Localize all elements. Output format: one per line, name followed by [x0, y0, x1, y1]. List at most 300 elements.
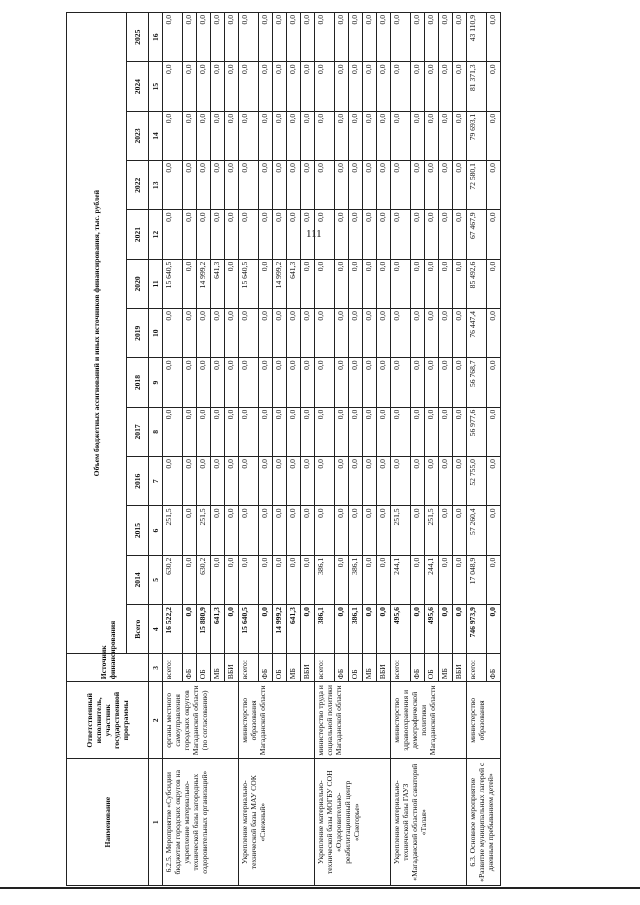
year-value: 630,2	[197, 555, 211, 604]
year-value: 0,0	[183, 161, 197, 210]
year-value: 0,0	[377, 111, 391, 160]
year-value: 0,0	[425, 259, 439, 308]
measure-name: 6.2.5. Мероприятие «Субсидии бюджетам городских округов на укрепление материально-технической базы загородных оздоровительных организаций»	[163, 759, 239, 886]
year-value: 0,0	[225, 358, 239, 407]
year-value: 0,0	[301, 309, 315, 358]
year-value: 79 693,1	[467, 111, 487, 160]
year-value: 72 580,1	[467, 161, 487, 210]
year-value: 641,3	[287, 259, 301, 308]
year-value: 0,0	[411, 506, 425, 555]
year-value: 15 640,5	[239, 259, 259, 308]
funding-source: ФБ	[259, 654, 273, 682]
year-value: 0,0	[335, 506, 349, 555]
year-value: 0,0	[487, 309, 501, 358]
year-value: 0,0	[425, 210, 439, 259]
year-value: 0,0	[239, 210, 259, 259]
header-year: Всего	[127, 605, 149, 654]
header-column-number: 12	[149, 210, 163, 259]
header-year: 2022	[127, 161, 149, 210]
year-value: 0,0	[211, 407, 225, 456]
year-value: 0,0	[487, 555, 501, 604]
year-value: 0,0	[363, 210, 377, 259]
year-value: 81 371,3	[467, 62, 487, 111]
year-value: 0,0	[335, 407, 349, 456]
year-value: 0,0	[197, 358, 211, 407]
year-value: 0,0	[239, 358, 259, 407]
year-value: 0,0	[163, 358, 183, 407]
year-value: 0,0	[335, 13, 349, 62]
year-value: 0,0	[487, 62, 501, 111]
year-value: 0,0	[225, 111, 239, 160]
year-value: 0,0	[183, 407, 197, 456]
year-value: 0,0	[211, 309, 225, 358]
year-value: 0,0	[453, 358, 467, 407]
year-value: 0,0	[273, 13, 287, 62]
year-value: 0,0	[349, 407, 363, 456]
year-value: 0,0	[259, 13, 273, 62]
header-year: 2015	[127, 506, 149, 555]
year-value: 0,0	[453, 457, 467, 506]
total-value: 15 640,5	[239, 605, 259, 654]
year-value: 0,0	[487, 407, 501, 456]
year-value: 0,0	[439, 13, 453, 62]
year-value: 0,0	[287, 358, 301, 407]
year-value: 0,0	[225, 13, 239, 62]
funding-source: ОБ	[197, 654, 211, 682]
year-value: 0,0	[411, 259, 425, 308]
year-value: 0,0	[287, 309, 301, 358]
year-value: 244,1	[425, 555, 439, 604]
year-value: 0,0	[287, 62, 301, 111]
rotated-table-sheet	[66, 12, 614, 886]
header-column-number: 13	[149, 161, 163, 210]
year-value: 0,0	[349, 210, 363, 259]
year-value: 0,0	[335, 259, 349, 308]
funding-source: ОБ	[425, 654, 439, 682]
year-value: 0,0	[411, 457, 425, 506]
year-value: 0,0	[391, 210, 411, 259]
year-value: 0,0	[349, 358, 363, 407]
year-value: 0,0	[439, 111, 453, 160]
year-value: 0,0	[273, 161, 287, 210]
year-value: 14 999,2	[273, 259, 287, 308]
year-value: 0,0	[239, 555, 259, 604]
year-value: 0,0	[349, 13, 363, 62]
year-value: 0,0	[183, 62, 197, 111]
year-value: 0,0	[363, 555, 377, 604]
year-value: 0,0	[315, 309, 335, 358]
measure-name: Укрепление материально-технической базы МОГБУ СОН «Оздоровительно-реабилитационный центр «Снегорье»	[315, 759, 391, 886]
year-value: 0,0	[363, 13, 377, 62]
funding-source: всего:	[239, 654, 259, 682]
year-value: 0,0	[439, 358, 453, 407]
total-value: 0,0	[183, 605, 197, 654]
total-value: 0,0	[487, 605, 501, 654]
year-value: 0,0	[363, 407, 377, 456]
year-value: 0,0	[391, 161, 411, 210]
table-row	[163, 13, 183, 886]
funding-source: ФБ	[183, 654, 197, 682]
year-value: 0,0	[411, 358, 425, 407]
year-value: 0,0	[225, 210, 239, 259]
year-value: 0,0	[163, 407, 183, 456]
year-value: 0,0	[335, 62, 349, 111]
year-value: 0,0	[287, 161, 301, 210]
year-value: 0,0	[239, 111, 259, 160]
header-column-number: 4	[149, 605, 163, 654]
year-value: 0,0	[377, 62, 391, 111]
year-value: 0,0	[287, 555, 301, 604]
year-value: 0,0	[197, 210, 211, 259]
year-value: 0,0	[391, 111, 411, 160]
year-value: 0,0	[259, 111, 273, 160]
year-value: 0,0	[163, 62, 183, 111]
year-value: 0,0	[163, 210, 183, 259]
header-year: 2014	[127, 555, 149, 604]
year-value: 0,0	[349, 506, 363, 555]
year-value: 0,0	[301, 62, 315, 111]
year-value: 0,0	[439, 210, 453, 259]
year-value: 0,0	[259, 62, 273, 111]
year-value: 0,0	[211, 161, 225, 210]
year-value: 0,0	[335, 111, 349, 160]
total-value: 14 999,2	[273, 605, 287, 654]
year-value: 0,0	[439, 309, 453, 358]
funding-source: ВБИ	[377, 654, 391, 682]
header-column-number: 11	[149, 259, 163, 308]
header-column-number: 5	[149, 555, 163, 604]
year-value: 251,5	[197, 506, 211, 555]
year-value: 0,0	[349, 111, 363, 160]
year-value: 57 260,4	[467, 506, 487, 555]
total-value: 0,0	[411, 605, 425, 654]
year-value: 251,5	[425, 506, 439, 555]
year-value: 0,0	[411, 210, 425, 259]
year-value: 0,0	[377, 259, 391, 308]
year-value: 0,0	[163, 13, 183, 62]
funding-source: МБ	[211, 654, 225, 682]
year-value: 0,0	[301, 111, 315, 160]
total-value: 495,6	[391, 605, 411, 654]
header-year: 2020	[127, 259, 149, 308]
year-value: 0,0	[411, 309, 425, 358]
year-value: 0,0	[239, 62, 259, 111]
year-value: 0,0	[487, 13, 501, 62]
year-value: 0,0	[487, 210, 501, 259]
header-column-number: 14	[149, 111, 163, 160]
year-value: 0,0	[315, 259, 335, 308]
year-value: 0,0	[453, 555, 467, 604]
year-value: 56 977,6	[467, 407, 487, 456]
funding-source: ФБ	[335, 654, 349, 682]
table-row	[467, 13, 487, 886]
header-year: 2023	[127, 111, 149, 160]
year-value: 0,0	[197, 111, 211, 160]
year-value: 0,0	[391, 62, 411, 111]
total-value: 15 880,9	[197, 605, 211, 654]
year-value: 0,0	[239, 309, 259, 358]
year-value: 0,0	[197, 407, 211, 456]
total-value: 0,0	[225, 605, 239, 654]
funding-source: МБ	[363, 654, 377, 682]
header-year: 2019	[127, 309, 149, 358]
year-value: 0,0	[453, 407, 467, 456]
year-value: 0,0	[425, 407, 439, 456]
year-value: 0,0	[287, 210, 301, 259]
year-value: 0,0	[363, 161, 377, 210]
year-value: 0,0	[453, 210, 467, 259]
year-value: 0,0	[273, 111, 287, 160]
total-value: 386,1	[315, 605, 335, 654]
year-value: 85 492,6	[467, 259, 487, 308]
header-name: Наименование	[67, 759, 149, 886]
year-value: 0,0	[377, 210, 391, 259]
year-value: 0,0	[225, 555, 239, 604]
year-value: 0,0	[163, 111, 183, 160]
header-column-number: 8	[149, 407, 163, 456]
funding-source: ФБ	[411, 654, 425, 682]
total-value: 0,0	[259, 605, 273, 654]
total-value: 641,3	[211, 605, 225, 654]
year-value: 0,0	[301, 161, 315, 210]
year-value: 244,1	[391, 555, 411, 604]
responsible-executor: органы местного самоуправления городских округов Магаданской области (по согласованию)	[163, 682, 239, 759]
year-value: 0,0	[411, 555, 425, 604]
total-value: 0,0	[453, 605, 467, 654]
total-value: 0,0	[439, 605, 453, 654]
year-value: 0,0	[439, 259, 453, 308]
year-value: 0,0	[259, 259, 273, 308]
year-value: 0,0	[425, 309, 439, 358]
funding-source: ВБИ	[225, 654, 239, 682]
year-value: 0,0	[377, 506, 391, 555]
year-value: 0,0	[197, 13, 211, 62]
funding-source: ФБ	[487, 654, 501, 682]
year-value: 0,0	[425, 457, 439, 506]
year-value: 0,0	[211, 506, 225, 555]
year-value: 0,0	[183, 111, 197, 160]
total-value: 641,3	[287, 605, 301, 654]
year-value: 0,0	[225, 259, 239, 308]
year-value: 0,0	[163, 309, 183, 358]
year-value: 0,0	[439, 506, 453, 555]
year-value: 0,0	[259, 358, 273, 407]
year-value: 0,0	[211, 457, 225, 506]
year-value: 0,0	[425, 161, 439, 210]
funding-source: МБ	[287, 654, 301, 682]
header-column-number: 3	[149, 654, 163, 682]
funding-source: всего:	[315, 654, 335, 682]
funding-source: ОБ	[273, 654, 287, 682]
year-value: 0,0	[363, 259, 377, 308]
year-value: 0,0	[301, 210, 315, 259]
year-value: 0,0	[273, 309, 287, 358]
year-value: 0,0	[183, 457, 197, 506]
year-value: 0,0	[335, 555, 349, 604]
funding-source: всего:	[467, 654, 487, 682]
table-row	[239, 13, 259, 886]
year-value: 0,0	[377, 407, 391, 456]
year-value: 0,0	[487, 457, 501, 506]
total-value: 746 973,9	[467, 605, 487, 654]
year-value: 0,0	[315, 407, 335, 456]
year-value: 0,0	[183, 506, 197, 555]
year-value: 0,0	[163, 161, 183, 210]
year-value: 0,0	[391, 457, 411, 506]
header-year: 2025	[127, 13, 149, 62]
year-value: 0,0	[453, 309, 467, 358]
year-value: 0,0	[259, 506, 273, 555]
funding-source: ВБИ	[301, 654, 315, 682]
year-value: 0,0	[411, 62, 425, 111]
total-value: 16 522,2	[163, 605, 183, 654]
table-row	[315, 13, 335, 886]
year-value: 0,0	[439, 161, 453, 210]
year-value: 0,0	[259, 457, 273, 506]
year-value: 0,0	[315, 161, 335, 210]
header-column-number: 1	[149, 759, 163, 886]
header-column-number: 16	[149, 13, 163, 62]
year-value: 0,0	[273, 358, 287, 407]
year-value: 0,0	[301, 555, 315, 604]
year-value: 386,1	[349, 555, 363, 604]
year-value: 0,0	[363, 111, 377, 160]
year-value: 0,0	[411, 13, 425, 62]
header-executor: Ответственный исполнитель, участник государственной программы	[67, 682, 149, 759]
year-value: 0,0	[273, 506, 287, 555]
year-value: 0,0	[391, 259, 411, 308]
year-value: 641,3	[211, 259, 225, 308]
year-value: 0,0	[439, 457, 453, 506]
year-value: 0,0	[183, 555, 197, 604]
year-value: 0,0	[273, 457, 287, 506]
header-year: 2017	[127, 407, 149, 456]
year-value: 0,0	[377, 358, 391, 407]
year-value: 0,0	[335, 457, 349, 506]
funding-source: ВБИ	[453, 654, 467, 682]
table-row	[391, 13, 411, 886]
year-value: 0,0	[315, 358, 335, 407]
year-value: 0,0	[225, 457, 239, 506]
year-value: 0,0	[225, 161, 239, 210]
year-value: 0,0	[183, 259, 197, 308]
year-value: 0,0	[211, 62, 225, 111]
year-value: 0,0	[287, 111, 301, 160]
year-value: 0,0	[287, 407, 301, 456]
header-funding-group: Объем бюджетных ассигнований и иных источников финансирования, тыс. рублей	[67, 13, 127, 654]
year-value: 0,0	[349, 457, 363, 506]
year-value: 15 640,5	[163, 259, 183, 308]
header-column-number: 9	[149, 358, 163, 407]
year-value: 0,0	[301, 259, 315, 308]
funding-source: всего:	[391, 654, 411, 682]
header-year: 2018	[127, 358, 149, 407]
year-value: 0,0	[315, 62, 335, 111]
total-value: 386,1	[349, 605, 363, 654]
header-column-number: 2	[149, 682, 163, 759]
responsible-executor: министерство труда и социальной политики Магаданской области	[315, 682, 391, 759]
year-value: 0,0	[391, 13, 411, 62]
year-value: 0,0	[377, 309, 391, 358]
year-value: 0,0	[211, 555, 225, 604]
header-column-number: 10	[149, 309, 163, 358]
year-value: 0,0	[225, 309, 239, 358]
year-value: 0,0	[287, 13, 301, 62]
year-value: 0,0	[239, 13, 259, 62]
year-value: 630,2	[163, 555, 183, 604]
year-value: 0,0	[183, 210, 197, 259]
year-value: 0,0	[315, 457, 335, 506]
header-year: 2021	[127, 210, 149, 259]
year-value: 0,0	[487, 111, 501, 160]
year-value: 0,0	[349, 309, 363, 358]
year-value: 0,0	[273, 407, 287, 456]
responsible-executor: министерство здравоохранения и демографической политики Магаданской области	[391, 682, 467, 759]
year-value: 0,0	[391, 358, 411, 407]
measure-name: Укрепление материально-технической базы ГАУЗ «Магаданский областной санаторий «Талая»	[391, 759, 467, 886]
header-column-number: 6	[149, 506, 163, 555]
year-value: 0,0	[363, 309, 377, 358]
measure-name: 6.3. Основное мероприятие «Развитие муниципальных лагерей с дневным пребыванием детей»	[467, 759, 501, 886]
total-value: 495,6	[425, 605, 439, 654]
year-value: 0,0	[411, 111, 425, 160]
total-value: 0,0	[301, 605, 315, 654]
year-value: 0,0	[425, 111, 439, 160]
responsible-executor: министерство образования Магаданской области	[239, 682, 315, 759]
scan-edge-line	[0, 887, 640, 889]
year-value: 0,0	[411, 407, 425, 456]
year-value: 0,0	[211, 358, 225, 407]
year-value: 0,0	[377, 457, 391, 506]
year-value: 0,0	[259, 210, 273, 259]
year-value: 0,0	[391, 407, 411, 456]
year-value: 0,0	[301, 457, 315, 506]
header-column-number: 7	[149, 457, 163, 506]
year-value: 0,0	[197, 62, 211, 111]
year-value: 0,0	[439, 555, 453, 604]
year-value: 0,0	[453, 111, 467, 160]
year-value: 0,0	[453, 13, 467, 62]
year-value: 0,0	[301, 407, 315, 456]
year-value: 251,5	[163, 506, 183, 555]
year-value: 0,0	[487, 506, 501, 555]
year-value: 0,0	[259, 161, 273, 210]
page-number: 111	[306, 228, 322, 240]
header-source: Источник финансирования	[67, 654, 149, 682]
year-value: 0,0	[453, 259, 467, 308]
year-value: 0,0	[425, 13, 439, 62]
funding-table	[66, 12, 501, 886]
year-value: 0,0	[439, 407, 453, 456]
year-value: 0,0	[183, 309, 197, 358]
year-value: 0,0	[225, 62, 239, 111]
year-value: 0,0	[349, 62, 363, 111]
year-value: 0,0	[197, 161, 211, 210]
year-value: 0,0	[487, 161, 501, 210]
year-value: 0,0	[183, 13, 197, 62]
year-value: 0,0	[453, 506, 467, 555]
year-value: 0,0	[287, 457, 301, 506]
year-value: 0,0	[453, 62, 467, 111]
year-value: 0,0	[301, 358, 315, 407]
year-value: 0,0	[335, 161, 349, 210]
year-value: 0,0	[301, 13, 315, 62]
year-value: 0,0	[349, 161, 363, 210]
year-value: 0,0	[425, 358, 439, 407]
funding-source: ОБ	[349, 654, 363, 682]
year-value: 0,0	[273, 555, 287, 604]
year-value: 67 467,9	[467, 210, 487, 259]
